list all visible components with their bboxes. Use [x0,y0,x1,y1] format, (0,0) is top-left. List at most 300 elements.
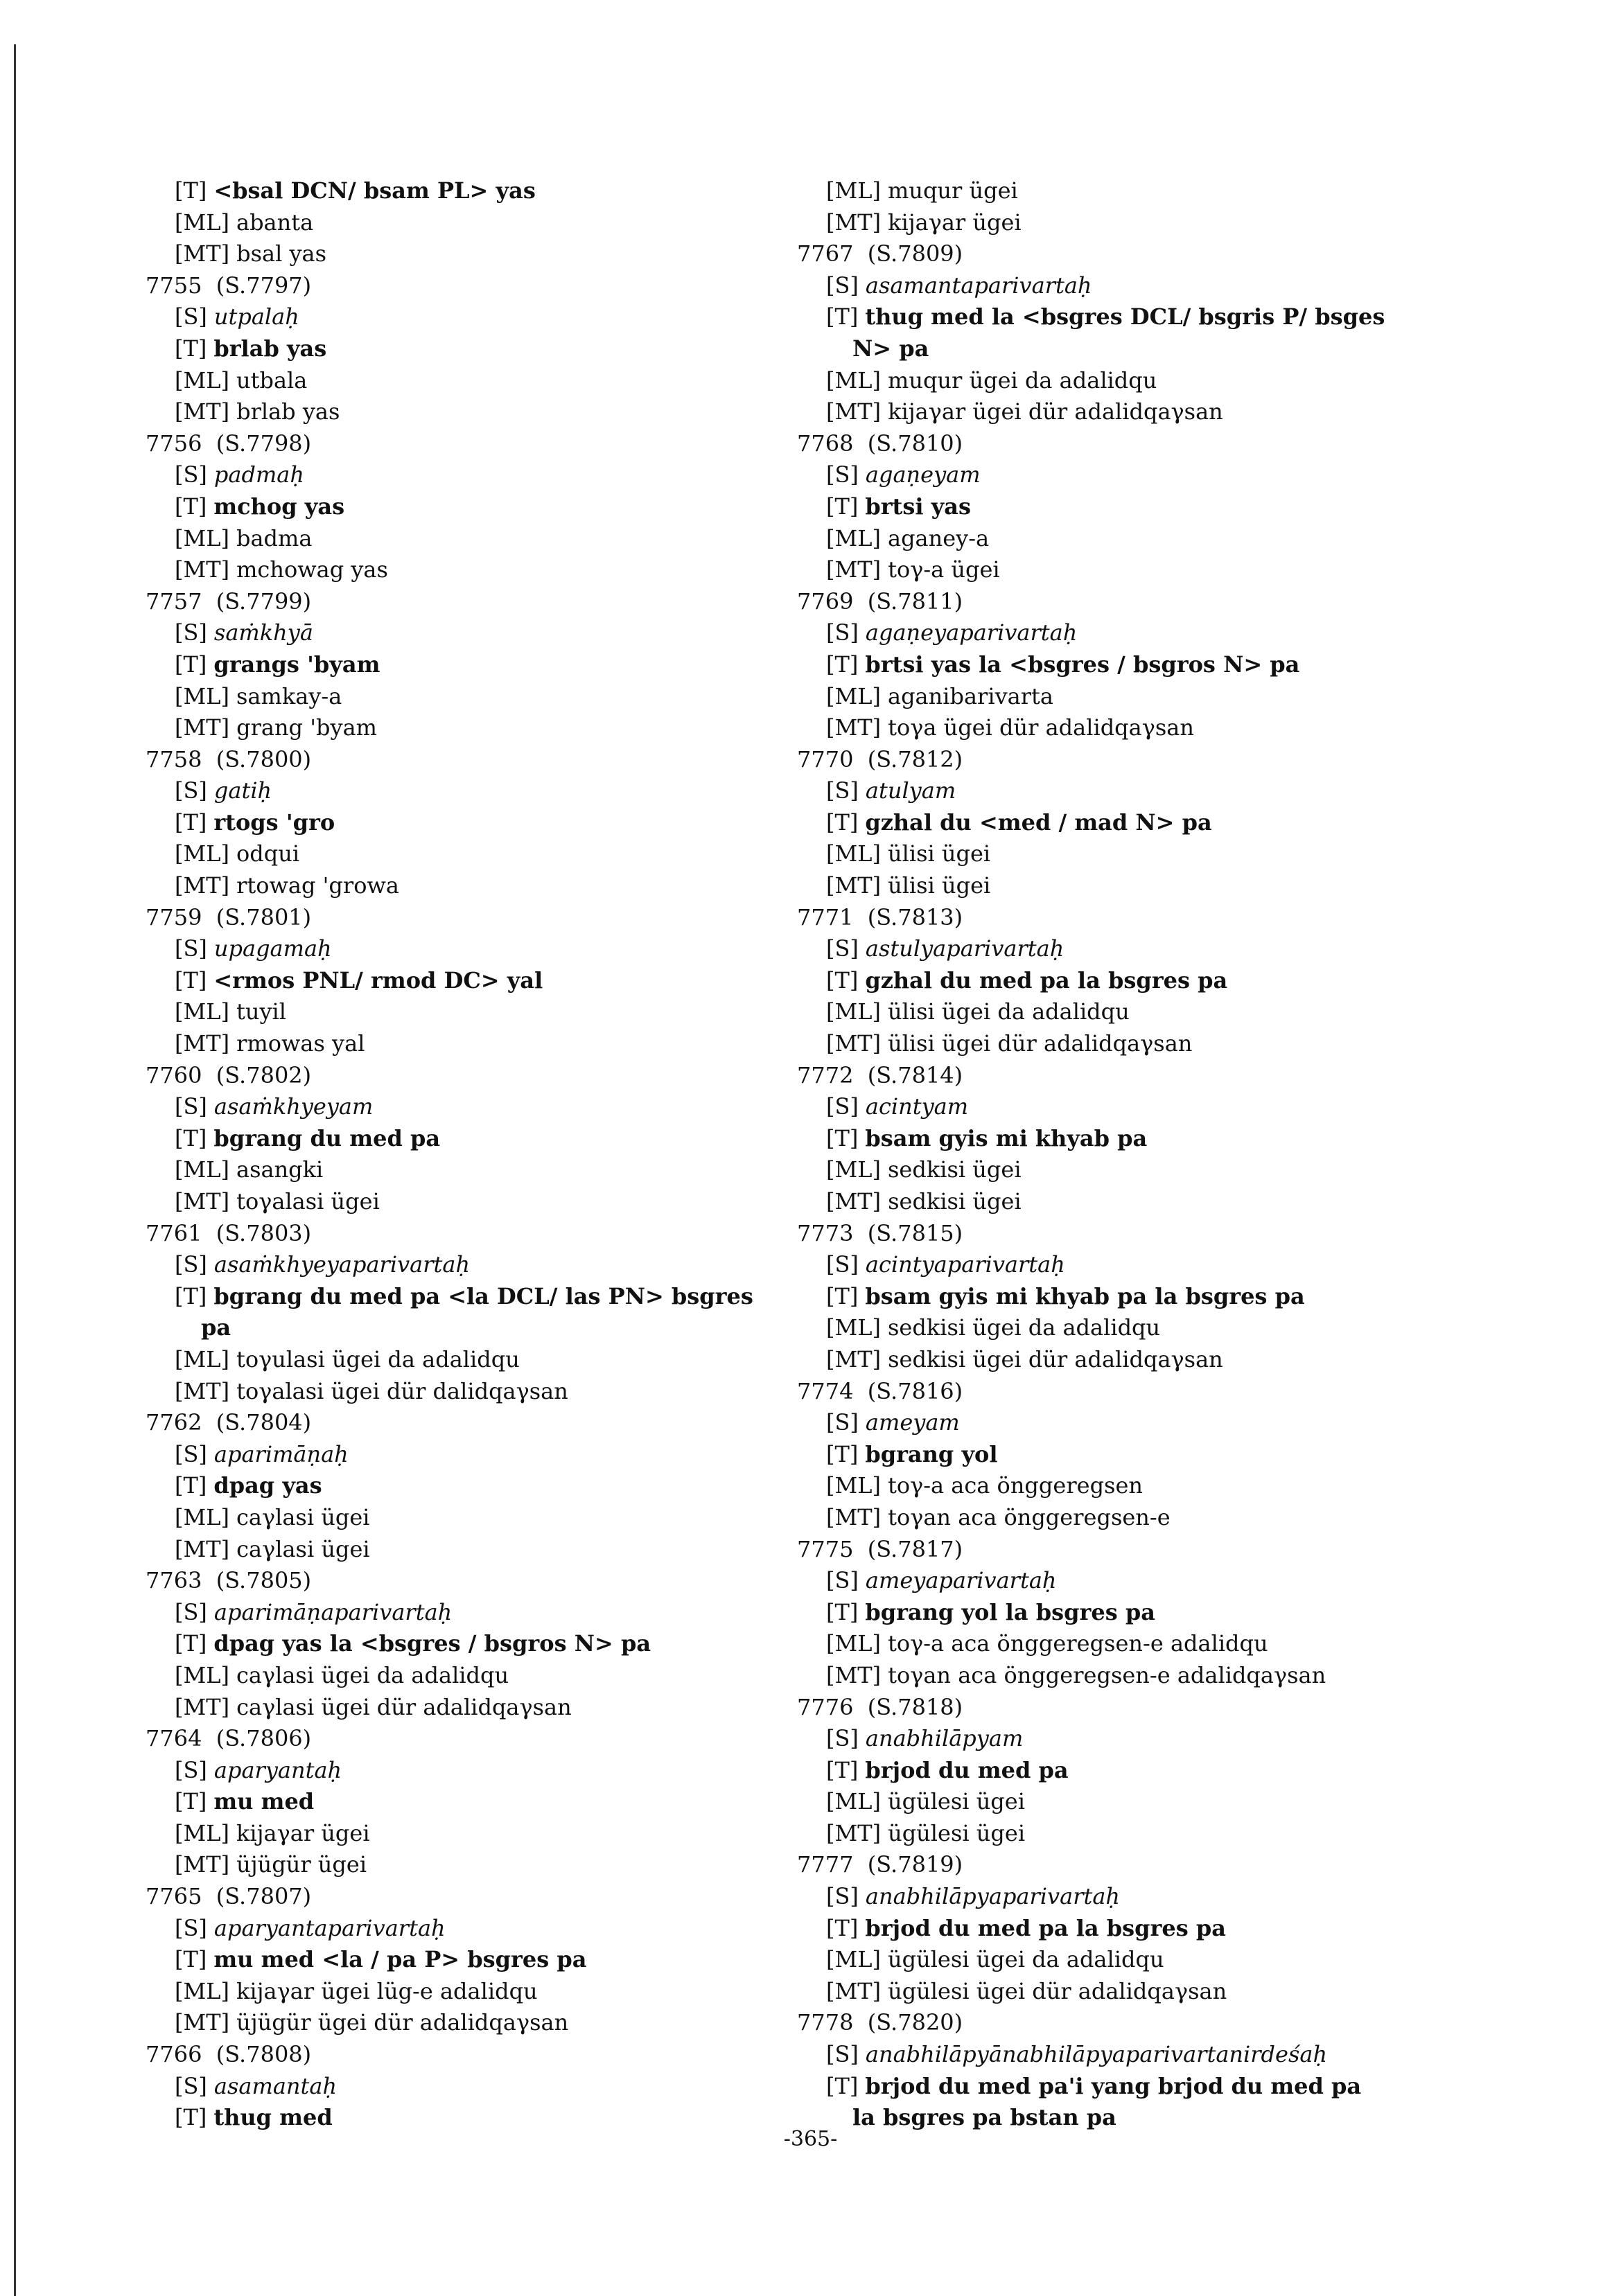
language-tag: [S] [826,272,859,299]
language-tag: [T] [826,493,859,520]
entry-text: mu med <la / pa P> bsgres pa [213,1946,587,1973]
language-tag: [S] [175,1251,207,1278]
entry-text: ügülesi ügei [887,1788,1025,1815]
language-tag: [MT] [175,1535,230,1562]
language-tag: [S] [175,935,207,962]
entry-text: rtogs 'gro [213,809,335,836]
entry-line [146,649,852,681]
language-tag: [S] [175,1440,207,1467]
entry-number: 7757 (S.7799) [146,588,312,615]
entry-text: kijaγar ügei [236,1819,370,1846]
language-tag: [S] [826,619,859,646]
entry-text: bsam gyis mi khyab pa la bsgres pa [865,1282,1305,1309]
entry-text: brtsi yas la <bsgres / bsgros N> pa [865,651,1300,678]
scan-edge-line [14,44,16,2296]
entry-line [797,207,1504,239]
entry-text: gzhal du med pa la bsgres pa [865,966,1228,994]
language-tag: [ML] [826,682,881,709]
language-tag: [T] [175,335,207,362]
entry-line [146,1913,852,1945]
entry-line [797,2071,1504,2103]
entry-line [146,1186,852,1218]
language-tag: [S] [175,619,207,646]
entry-line [146,933,852,965]
entry-number: 7772 (S.7814) [797,1061,963,1088]
language-tag: [MT] [175,1693,230,1720]
entry-text: ügülesi ügei dür adalidqaγsan [888,1977,1227,2004]
language-tag: [ML] [175,998,229,1025]
entry-number: 7764 (S.7806) [146,1725,312,1752]
entry-number: 7765 (S.7807) [146,1883,312,1910]
entry-line [797,1281,1504,1313]
entry-line [146,301,852,333]
entry-line [797,1628,1504,1660]
entry-line [797,1439,1504,1471]
entry-number: 7778 (S.7820) [797,2009,963,2036]
entry-text: agaṇeyam [865,461,981,488]
entry-text: anabhilāpyānabhilāpyaparivartanirdeśaḥ [865,2041,1328,2068]
entry-line [146,1344,852,1376]
language-tag: [S] [175,1914,207,1941]
entry-line [146,365,852,397]
entry-text: asaṁkhyeyaparivartaḥ [213,1251,471,1278]
entry-text: bgrang yol [865,1440,998,1467]
entry-line [797,712,1504,744]
language-tag: [MT] [175,1377,230,1404]
entry-number: 7766 (S.7808) [146,2041,312,2068]
language-tag: [S] [175,1756,207,1783]
entry-text: dpag yas [213,1472,322,1499]
entry-text: acintyam [865,1093,969,1120]
entry-number: 7771 (S.7813) [797,903,963,930]
language-tag: [S] [826,1725,859,1752]
entry-text: grangs 'byam [213,651,380,678]
entry-line [797,270,1504,302]
entry-text: astulyaparivartaḥ [865,935,1064,962]
entry-text: odqui [236,840,300,867]
entry-text: caγlasi ügei [236,1503,370,1530]
entry-text: upagamaḥ [213,935,332,962]
entry-line [797,1597,1504,1629]
entry-line [146,712,852,744]
language-tag: [MT] [175,1030,230,1057]
entry-text: mchog yas [213,493,345,520]
entry-line [146,1597,852,1629]
language-tag: [T] [175,1282,207,1309]
entry-line [797,1344,1504,1376]
entry-text: tuyil [236,998,286,1025]
language-tag: [ML] [175,1661,229,1688]
language-tag: [T] [175,651,207,678]
entry-text: saṁkhyā [213,619,313,646]
entry-text: <bsal DCN/ bsam PL> yas [213,177,536,204]
entry-line [146,333,852,365]
language-tag: [S] [826,461,859,488]
language-tag: [ML] [175,840,229,867]
entry-text: mchowag yas [236,556,388,583]
entry-line [797,554,1504,586]
entry-line [146,681,852,713]
entry-line [797,459,1504,491]
entry-text: sedkisi ügei da adalidqu [887,1314,1161,1341]
entry-line [146,1091,852,1123]
entry-text: mu med [213,1788,315,1815]
language-tag: [T] [826,651,859,678]
language-tag: [ML] [826,1630,881,1657]
language-tag: [MT] [826,556,882,583]
right-column [797,175,1504,2134]
entry-number: 7760 (S.7802) [146,1061,312,1088]
language-tag: [ML] [175,209,229,236]
entry-line [146,1028,852,1060]
entry-text: brlab yas [236,398,340,425]
language-tag: [ML] [826,524,881,551]
language-tag: [ML] [826,1314,881,1341]
language-tag: [T] [826,1440,859,1467]
entry-line [797,1407,1504,1439]
entry-text: muqur ügei [887,177,1018,204]
language-tag: [MT] [826,1819,882,1846]
entry-text: aparyantaparivartaḥ [213,1914,446,1941]
entry-line [797,649,1504,681]
language-tag: [MT] [175,556,230,583]
entry-line [146,2007,852,2039]
entry-text: dpag yas la <bsgres / bsgros N> pa [213,1630,651,1657]
language-tag: [S] [826,1883,859,1910]
language-tag: [T] [175,1788,207,1815]
entry-text: asamantaḥ [213,2072,338,2099]
language-tag: [ML] [826,998,881,1025]
entry-number: 7776 (S.7818) [797,1693,963,1720]
entry-text: anabhilāpyaparivartaḥ [865,1883,1121,1910]
entry-text: ülisi ügei [887,840,991,867]
entry-text: pa [201,1314,231,1341]
entry-line [797,838,1504,870]
entry-line [797,2039,1504,2071]
language-tag: [MT] [826,714,882,741]
language-tag: [T] [175,1946,207,1973]
entry-line [146,1976,852,2008]
language-tag: [T] [175,177,207,204]
entry-number: 7767 (S.7809) [797,240,963,267]
entry-line [797,1502,1504,1534]
entry-number: 7773 (S.7815) [797,1219,963,1246]
entry-line [146,1849,852,1881]
entry-line [146,1692,852,1724]
entry-text: bsam gyis mi khyab pa [865,1124,1148,1151]
language-tag: [ML] [826,1788,881,1815]
language-tag: [MT] [826,1661,882,1688]
language-tag: [MT] [826,1503,882,1530]
language-tag: [T] [826,809,859,836]
entry-line [797,1881,1504,1913]
entry-line [146,1123,852,1155]
entry-text: bgrang yol la bsgres pa [865,1598,1155,1625]
entry-text: samkay-a [236,682,342,709]
entry-number: 7763 (S.7805) [146,1567,312,1594]
entry-line [797,965,1504,997]
entry-text: brjod du med pa'i yang brjod du med pa [865,2072,1362,2099]
entry-text: thug med la <bsgres DCL/ bsgris P/ bsges [865,303,1385,330]
entry-number: 7759 (S.7801) [146,903,312,930]
language-tag: [S] [826,935,859,962]
entry-text: muqur ügei da adalidqu [887,367,1157,394]
language-tag: [T] [175,1124,207,1151]
language-tag: [T] [826,1914,859,1941]
entry-text: rmowas yal [236,1030,365,1057]
language-tag: [T] [826,2072,859,2099]
language-tag: [S] [826,1251,859,1278]
entry-line [146,1786,852,1818]
entry-text: caγlasi ügei [236,1535,370,1562]
entry-line [797,1944,1504,1976]
language-tag: [T] [826,303,859,330]
left-column [146,175,852,2134]
entry-line [146,1154,852,1186]
language-tag: [ML] [826,1156,881,1183]
language-tag: [T] [826,1282,859,1309]
entry-text: toγa ügei dür adalidqaγsan [888,714,1194,741]
entry-text: aparyantaḥ [213,1756,342,1783]
entry-text: abanta [236,209,314,236]
entry-text: N> pa [852,335,929,362]
entry-text: toγulasi ügei da adalidqu [236,1345,520,1372]
entry-line [797,617,1504,649]
page-number: -365- [783,2127,838,2151]
entry-text: brjod du med pa [865,1756,1069,1783]
entry-text: asamantaparivartaḥ [865,272,1092,299]
entry-text: sedkisi ügei [888,1188,1022,1215]
entry-text: atulyam [865,777,956,804]
language-tag: [S] [175,2072,207,2099]
language-tag: [S] [175,1598,207,1625]
entry-line [797,1154,1504,1186]
entry-line [146,1376,852,1408]
entry-line [797,933,1504,965]
entry-text: gatiḥ [213,777,272,804]
entry-line [797,1660,1504,1692]
entry-text: sedkisi ügei [887,1156,1022,1183]
entry-number: 7769 (S.7811) [797,588,963,615]
language-tag: [T] [826,1756,859,1783]
entry-text: padmaḥ [213,461,304,488]
language-tag: [T] [175,809,207,836]
entry-line [146,554,852,586]
entry-text: caγlasi ügei dür adalidqaγsan [236,1693,572,1720]
entry-line [797,365,1504,397]
entry-line [797,1818,1504,1850]
entry-line [797,1755,1504,1787]
language-tag: [ML] [175,1156,229,1183]
entry-line [146,1470,852,1502]
entry-number: 7758 (S.7800) [146,745,312,772]
entry-line [146,1660,852,1692]
entry-line [146,491,852,523]
language-tag: [S] [826,1093,859,1120]
entry-line [146,838,852,870]
entry-text: badma [236,524,313,551]
entry-text: asangki [236,1156,324,1183]
entry-line [146,1312,852,1344]
entry-text: brlab yas [213,335,327,362]
entry-text: bgrang du med pa <la DCL/ las PN> bsgres [213,1282,753,1309]
language-tag: [T] [175,1630,207,1657]
language-tag: [ML] [826,367,881,394]
entry-text: asaṁkhyeyam [213,1093,374,1120]
language-tag: [T] [826,1124,859,1151]
entry-text: utbala [236,367,308,394]
entry-text: la bsgres pa bstan pa [852,2104,1116,2131]
entry-text: toγ-a aca önggeregsen [887,1472,1144,1499]
entry-text: toγalasi ügei [236,1188,380,1215]
entry-line [146,1755,852,1787]
entry-line [146,396,852,428]
language-tag: [MT] [826,1188,882,1215]
entry-line [797,1913,1504,1945]
entry-text: toγalasi ügei dür dalidqaγsan [236,1377,568,1404]
entry-line [797,1723,1504,1755]
language-tag: [MT] [175,2009,230,2036]
entry-text: caγlasi ügei da adalidqu [236,1661,509,1688]
entry-text: anabhilāpyam [865,1725,1024,1752]
language-tag: [T] [175,966,207,994]
entry-text: toγan aca önggeregsen-e adalidqaγsan [888,1661,1326,1688]
entry-line [146,996,852,1028]
language-tag: [MT] [175,398,230,425]
entry-line [146,1818,852,1850]
language-tag: [ML] [826,177,881,204]
entry-line [797,996,1504,1028]
entry-number: 7755 (S.7797) [146,272,312,299]
language-tag: [ML] [826,1472,881,1499]
language-tag: [MT] [826,209,882,236]
entry-text: bgrang du med pa [213,1124,441,1151]
entry-text: kijaγar ügei lüg-e adalidqu [236,1977,538,2004]
entry-text: üjügür ügei [236,1851,367,1878]
entry-text: üjügür ügei dür adalidqaγsan [236,2009,569,2036]
entry-line [146,1502,852,1534]
entry-text: aparimāṇaḥ [213,1440,349,1467]
language-tag: [S] [826,777,859,804]
entry-line [146,775,852,807]
language-tag: [ML] [175,1503,229,1530]
entry-text: aganibarivarta [887,682,1053,709]
entry-text: agaṇeyaparivartaḥ [865,619,1078,646]
entry-number: 7761 (S.7803) [146,1219,312,1246]
entry-line [797,1312,1504,1344]
entry-text: toγ-a aca önggeregsen-e adalidqu [887,1630,1268,1657]
entry-line [797,1186,1504,1218]
language-tag: [MT] [175,1851,230,1878]
entry-number: 7777 (S.7819) [797,1851,963,1878]
entry-line [146,459,852,491]
language-tag: [S] [826,2041,859,2068]
entry-line [797,1470,1504,1502]
language-tag: [S] [826,1567,859,1594]
entry-text: ameyaparivartaḥ [865,1567,1057,1594]
entry-text: rtowag 'growa [236,872,399,899]
entry-number: 7768 (S.7810) [797,430,963,457]
entry-number: 7770 (S.7812) [797,745,963,772]
language-tag: [ML] [826,840,881,867]
entry-text: gzhal du <med / mad N> pa [865,809,1212,836]
language-tag: [ML] [175,1977,229,2004]
entry-line [146,870,852,902]
entry-line [797,523,1504,555]
language-tag: [S] [175,303,207,330]
entry-text: <rmos PNL/ rmod DC> yal [213,966,543,994]
entry-line [146,175,852,207]
language-tag: [S] [175,461,207,488]
entry-line [797,396,1504,428]
language-tag: [T] [826,1598,859,1625]
entry-line [146,807,852,839]
entry-line [146,1249,852,1281]
entry-text: kijaγar ügei [888,209,1022,236]
language-tag: [MT] [826,398,882,425]
entry-number: 7756 (S.7798) [146,430,312,457]
entry-text: ülisi ügei [888,872,991,899]
entry-number: 7762 (S.7804) [146,1409,312,1436]
language-tag: [MT] [826,1345,882,1372]
language-tag: [T] [175,1472,207,1499]
entry-line [146,1944,852,1976]
language-tag: [S] [826,1409,859,1436]
entry-line [797,1249,1504,1281]
entry-text: grang 'byam [236,714,377,741]
language-tag: [T] [175,2104,207,2131]
entry-line [146,2071,852,2103]
entry-number: 7775 (S.7817) [797,1535,963,1562]
language-tag: [T] [826,966,859,994]
entry-text: ameyam [865,1409,960,1436]
entry-line [146,207,852,239]
entry-line [797,175,1504,207]
language-tag: [MT] [175,240,230,267]
entry-text: aparimāṇaparivartaḥ [213,1598,453,1625]
entry-text: sedkisi ügei dür adalidqaγsan [888,1345,1223,1372]
language-tag: [ML] [175,524,229,551]
entry-text: ülisi ügei dür adalidqaγsan [888,1030,1193,1057]
language-tag: [MT] [175,714,230,741]
entry-line [797,775,1504,807]
entry-line [797,1028,1504,1060]
entry-text: brtsi yas [865,493,971,520]
entry-line [146,965,852,997]
entry-line [146,238,852,270]
entry-text: toγan aca önggeregsen-e [888,1503,1171,1530]
entry-line [146,523,852,555]
entry-text: ügülesi ügei [888,1819,1026,1846]
entry-text: ülisi ügei da adalidqu [887,998,1130,1025]
language-tag: [ML] [175,1819,229,1846]
entry-line [146,1281,852,1313]
entry-line [797,1786,1504,1818]
entry-line [797,491,1504,523]
language-tag: [MT] [175,1188,230,1215]
language-tag: [ML] [175,682,229,709]
language-tag: [S] [175,777,207,804]
entry-text: thug med [213,2104,333,2131]
entry-text: bsal yas [236,240,327,267]
language-tag: [ML] [175,367,229,394]
entry-line [146,617,852,649]
entry-line [797,301,1504,333]
entry-text: utpalaḥ [213,303,299,330]
entry-text: kijaγar ügei dür adalidqaγsan [888,398,1223,425]
entry-number: 7774 (S.7816) [797,1377,963,1404]
entry-line [797,1091,1504,1123]
